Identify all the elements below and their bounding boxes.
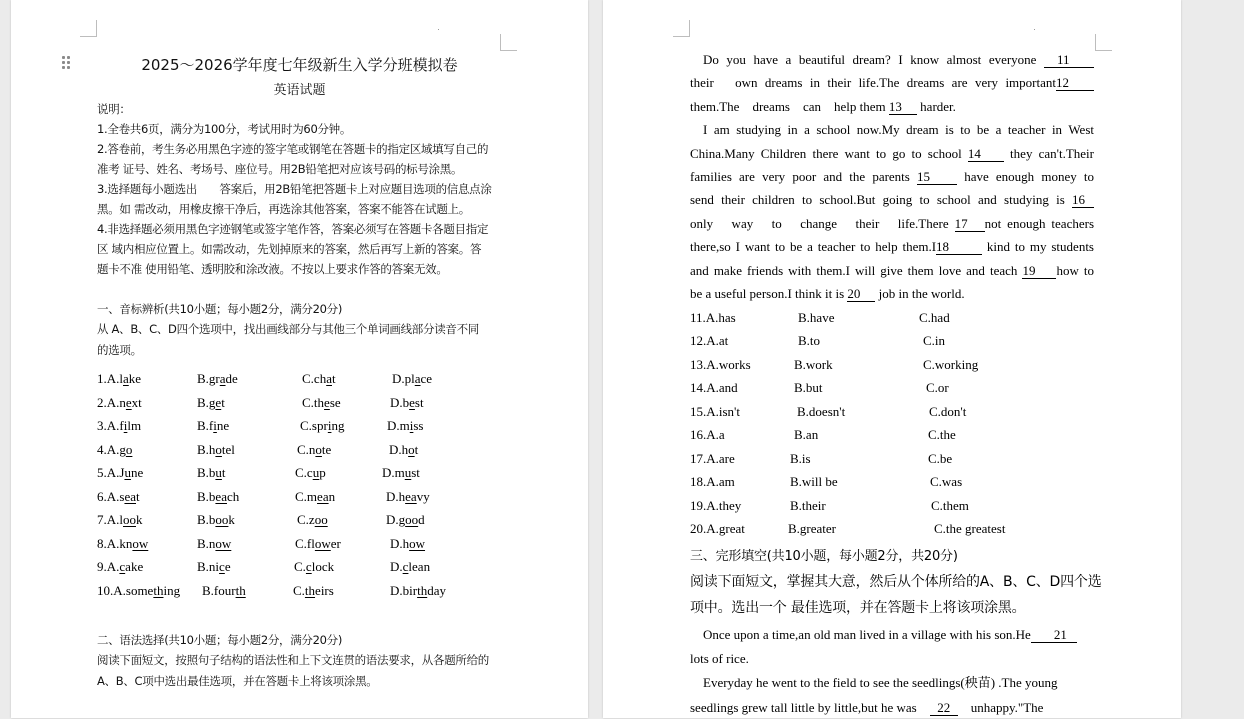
phonetic-option: C.cup — [295, 465, 326, 480]
phonetic-option: D.must — [382, 465, 420, 480]
grammar-option: C.was — [930, 474, 963, 489]
phonetic-option: 4.A.go — [97, 442, 133, 457]
passage-line: their own dreams in their life.The dreams are very important12 — [690, 71, 1094, 94]
underlined-letters: ea — [405, 489, 417, 504]
answer-blank-14: 14 — [968, 146, 1004, 162]
answer-blank-21: 21 — [1031, 627, 1077, 643]
answer-blank-17: 17 — [955, 216, 985, 232]
passage-line: only way to change their life.There 17 not enough teachers — [690, 215, 1094, 231]
answer-blank-12: 12 — [1056, 75, 1094, 91]
grammar-option: C.the — [928, 427, 956, 442]
grammar-option: B.will be — [790, 474, 838, 489]
section1-directions-line: 的选项。 — [97, 343, 142, 357]
grammar-option: C.had — [919, 310, 950, 325]
underlined-letters: o — [215, 442, 222, 457]
underlined-letters: ow — [215, 536, 232, 551]
underlined-letters: ea — [215, 489, 227, 504]
phonetic-option: 7.A.look — [97, 512, 143, 527]
section2-directions-line: 阅读下面短文，按照句子结构的语法性和上下文连贯的语法要求，从各题所给的 — [97, 653, 489, 667]
underlined-letters: a — [326, 371, 332, 386]
underlined-letters: i — [123, 418, 128, 433]
underlined-letters: ea — [317, 489, 329, 504]
grammar-option: 15.A.isn't — [690, 404, 741, 419]
instruction-line: 4.非选择题必须用黑色字迹钢笔或签字笔作答，答案必须写在答题卡各题目指定 — [97, 222, 489, 236]
grammar-option: C.or — [926, 380, 949, 395]
underlined-letters: oo — [123, 512, 136, 527]
grammar-option: 13.A.works — [690, 357, 751, 372]
phonetic-option: B.but — [197, 465, 226, 480]
underlined-letters: a — [219, 371, 226, 386]
phonetic-option: B.fourth — [202, 583, 246, 598]
phonetic-option: D.hot — [389, 442, 419, 457]
section2-directions-line: A、B、C项中选出最佳选项，并在答题卡上将该项涂黑。 — [97, 674, 378, 688]
grammar-option: B.is — [790, 451, 811, 466]
grammar-option: 17.A.are — [690, 451, 735, 466]
phonetic-option: B.grade — [197, 371, 238, 386]
passage-line: be a useful person.I think it is 20 job in the world. — [690, 286, 965, 301]
underlined-letters: e — [324, 395, 330, 410]
underlined-letters: i — [327, 418, 332, 433]
passage-line: and make friends with them.I will give them love and teach 19 how to — [690, 262, 1094, 278]
passage-line: send their children to school.But going to school and studying is 16 — [690, 188, 1094, 211]
answer-blank-13: 13 — [889, 99, 917, 115]
phonetic-option: D.miss — [387, 418, 424, 433]
underlined-letters: oo — [314, 512, 328, 527]
grammar-option: 18.A.am — [690, 474, 735, 489]
table-move-handle-icon[interactable] — [62, 56, 72, 70]
section1-heading: 一、音标辨析(共10小题；每小题2分，满分20分) — [97, 302, 343, 316]
phonetic-option: 2.A.next — [97, 395, 142, 410]
answer-blank-22: 22 — [930, 700, 958, 716]
underlined-letters: th — [235, 583, 246, 598]
phonetic-option: C.spring — [300, 418, 345, 433]
section1-directions-line: 从 A、B、C、D四个选项中，找出画线部分与其他三个单词画线部分读音不同 — [97, 322, 479, 336]
underlined-letters: u — [215, 465, 222, 480]
margin-corner-mark — [1095, 34, 1112, 51]
exam-subtitle: 英语试题 — [273, 83, 326, 98]
underlined-letters: ea — [124, 489, 136, 504]
phonetic-option: B.get — [197, 395, 225, 410]
underlined-letters: c — [402, 559, 409, 574]
phonetic-option: C.theirs — [293, 583, 334, 598]
exam-title: 2025～2026学年度七年级新生入学分班模拟卷 — [141, 56, 458, 74]
underlined-letters: i — [409, 418, 414, 433]
grammar-option: B.greater — [788, 521, 837, 536]
phonetic-option: C.flower — [295, 536, 341, 551]
grammar-option: C.be — [928, 451, 953, 466]
section3-heading: 三、完形填空(共10小题，每小题2分，共20分) — [690, 549, 958, 564]
grammar-option: B.work — [794, 357, 833, 372]
phonetic-option: D.place — [392, 371, 433, 386]
answer-blank-18: 18 — [936, 239, 982, 255]
underlined-letters: th — [153, 583, 164, 598]
underlined-letters: a — [123, 371, 129, 386]
answer-blank-19: 19 — [1022, 263, 1056, 279]
instructions-label: 说明： — [97, 102, 131, 116]
phonetic-option: D.heavy — [386, 489, 430, 504]
margin-corner-mark — [80, 20, 97, 37]
margin-dot — [438, 29, 439, 30]
phonetic-option: B.beach — [197, 489, 240, 504]
passage-line: lots of rice. — [690, 651, 749, 666]
grammar-option: 14.A.and — [690, 380, 738, 395]
phonetic-option: 5.A.June — [97, 465, 144, 480]
passage-line: China.Many Children there want to go to school 14 they can't.Their — [690, 145, 1095, 161]
underlined-letters: c — [219, 559, 225, 574]
grammar-option: C.the greatest — [934, 521, 1006, 536]
grammar-option: C.them — [931, 498, 969, 513]
passage-line: Once upon a time,an old man lived in a village with his son.He 21 — [690, 623, 1094, 646]
grammar-option: C.in — [923, 333, 946, 348]
underlined-letters: e — [125, 395, 132, 410]
instruction-line: 准考 证号、姓名、考场号、座位号。用2B铅笔把对应该号码的标号涂黑。 — [97, 162, 463, 176]
section3-directions-line: 项中。选出一个 最佳选项，并在答题卡上将该项涂黑。 — [690, 600, 1026, 616]
grammar-option: B.but — [794, 380, 823, 395]
phonetic-option: 1.A.lake — [97, 371, 142, 386]
grammar-option: C.don't — [929, 404, 967, 419]
phonetic-option: C.these — [302, 395, 341, 410]
phonetic-option: C.chat — [302, 371, 336, 386]
grammar-option: B.their — [790, 498, 826, 513]
phonetic-option: 6.A.seat — [97, 489, 140, 504]
underlined-letters: i — [213, 418, 217, 433]
phonetic-option: C.clock — [294, 559, 335, 574]
section2-heading: 二、语法选择(共10小题；每小题2分，满分20分) — [97, 633, 343, 647]
underlined-letters: oo — [405, 512, 419, 527]
underlined-letters: u — [312, 465, 320, 480]
grammar-option: B.have — [798, 310, 835, 325]
phonetic-option: 8.A.know — [97, 536, 149, 551]
instruction-line: 黑。如 需改动，用橡皮擦干净后，再选涂其他答案，答案不能答在试题上。 — [97, 202, 470, 216]
grammar-option: B.an — [794, 427, 819, 442]
grammar-option: C.working — [923, 357, 979, 372]
grammar-option: 11.A.has — [690, 310, 736, 325]
passage-line: Everyday he went to the field to see the seedlings(秧苗) .The young — [703, 675, 1058, 690]
underlined-letters: e — [409, 395, 415, 410]
phonetic-option: D.best — [390, 395, 424, 410]
grammar-option: 16.A.a — [690, 427, 725, 442]
grammar-option: 12.A.at — [690, 333, 729, 348]
answer-blank-16: 16 — [1072, 192, 1094, 208]
answer-blank-20: 20 — [847, 286, 875, 302]
instruction-line: 区 域内相应位置上。如需改动，先划掉原来的答案，然后再写上新的答案。答 — [97, 242, 482, 256]
margin-dot — [1034, 29, 1035, 30]
phonetic-option: 9.A.cake — [97, 559, 144, 574]
phonetic-option: D.how — [390, 536, 426, 551]
underlined-letters: ow — [314, 536, 331, 551]
section3-directions-line: 阅读下面短文，掌握其大意，然后从个体所给的A、B、C、D四个选 — [690, 574, 1102, 590]
margin-corner-mark — [500, 34, 517, 51]
grammar-option: 19.A.they — [690, 498, 742, 513]
instruction-line: 3.选择题每小题选出 答案后，用2B铅笔把答题卡上对应题目选项的信息点涂 — [97, 182, 492, 196]
passage-line: seedlings grew tall little by little,but he was 22 unhappy."The — [690, 700, 1044, 715]
phonetic-option: D.clean — [390, 559, 431, 574]
underlined-letters: u — [404, 465, 412, 480]
underlined-letters: th — [417, 583, 428, 598]
passage-line: there,so I want to be a teacher to help them.I18 kind to my students — [690, 239, 1094, 255]
underlined-letters: a — [414, 371, 421, 386]
phonetic-option: D.good — [386, 512, 425, 527]
underlined-letters: u — [124, 465, 131, 480]
underlined-letters: c — [119, 559, 126, 574]
passage-line: I am studying in a school now.My dream is to be a teacher in West — [703, 122, 1094, 138]
phonetic-option: B.now — [197, 536, 232, 551]
underlined-letters: e — [215, 395, 222, 410]
underlined-letters: o — [408, 442, 415, 457]
underlined-letters: ow — [132, 536, 149, 551]
underlined-letters: ow — [409, 536, 426, 551]
instruction-line: 1.全卷共6页，满分为100分，考试用时为60分钟。 — [97, 122, 352, 136]
grammar-option: 20.A.great — [690, 521, 745, 536]
underlined-letters: oo — [215, 512, 229, 527]
answer-blank-11: 11 — [1044, 52, 1094, 68]
phonetic-option: B.book — [197, 512, 235, 527]
passage-line: Do you have a beautiful dream? I know almost everyone 11 — [690, 48, 1094, 71]
phonetic-option: C.mean — [295, 489, 336, 504]
passage-line: families are very poor and the parents 15 have enough money to — [690, 169, 1094, 184]
instruction-line: 题卡不准 使用铅笔、透明胶和涂改液。不按以上要求作答的答案无效。 — [97, 262, 448, 276]
phonetic-option: 3.A.film — [97, 418, 142, 433]
underlined-letters: c — [305, 559, 312, 574]
underlined-letters: th — [304, 583, 316, 598]
phonetic-option: B.hotel — [197, 442, 235, 457]
underlined-letters: o — [125, 442, 133, 457]
answer-blank-15: 15 — [917, 169, 957, 185]
passage-line: them.The dreams can help them 13 harder. — [690, 98, 956, 114]
margin-corner-mark — [673, 20, 690, 37]
underlined-letters: o — [315, 442, 322, 457]
instruction-line: 2.答卷前，考生务必用黑色字迹的签字笔或钢笔在答题卡的指定区域填写自己的 — [97, 142, 489, 156]
phonetic-option: D.birthday — [390, 583, 446, 598]
grammar-option: B.doesn't — [797, 404, 846, 419]
grammar-option: B.to — [798, 333, 821, 348]
phonetic-option: C.zoo — [297, 512, 328, 527]
phonetic-option: B.nice — [197, 559, 231, 574]
phonetic-option: 10.A.something — [97, 583, 181, 598]
phonetic-option: C.note — [297, 442, 332, 457]
phonetic-option: B.fine — [197, 418, 230, 433]
